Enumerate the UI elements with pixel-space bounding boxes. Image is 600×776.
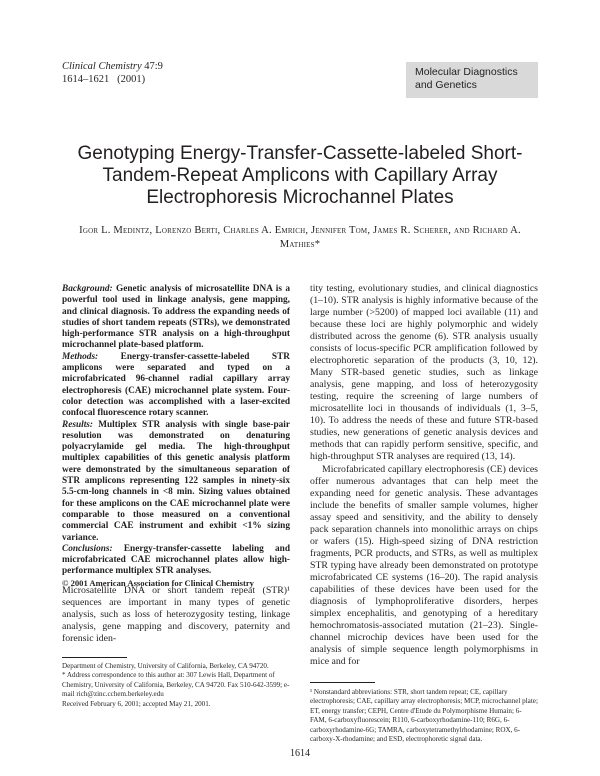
footnote-affiliations	[62, 662, 290, 709]
section-label: Molecular Diagnostics and Genetics	[415, 66, 518, 91]
received-footnote: Received February 6, 2001; accepted May 21, 2001.	[62, 699, 211, 708]
abstract	[62, 284, 290, 589]
section-label-box	[406, 62, 538, 98]
right-paragraph-1: tity testing, evolutionary studies, and clinical diagnostics (1–10). STR analysis is highly informative because of the large number (>5200) of mapped loci available (11) and because these loci are highly polymorphic and widely distributed across the genome (6). STR analysis usually consists of locus-specific PCR amplification followed by electrophoretic separation of the products (3, 10, 12). Many STR-based genetic studies, such as linkage analysis, gene mapping, and loss of heterozygosity testing, require the screening of large numbers of microsatellite loci in thousands of individuals (1, 3–5, 10). To address the needs of these and future STR-based studies, new generations of genetic analysis devices and methods that can rapidly perform sensitive, specific, and high-throughput STR analyses are required (13, 14).	[310, 283, 538, 462]
affiliation-footnote: Department of Chemistry, University of California, Berkeley, CA 94720.	[62, 662, 269, 670]
methods-text: Energy-transfer-cassette-labeled STR amplicons were separated and typed on a microfabricated 96-channel radial capillary array electrophoresis (CAE) microchannel plate system. Four-color detection was accomplished with a laser-excited confocal fluorescence rotary scanner.	[62, 351, 290, 419]
article-title: Genotyping Energy-Transfer-Cassette-labeled Short-Tandem-Repeat Amplicons with Capillary Array Electrophoresis Microchannel Plates	[77, 143, 523, 208]
results-label: Results:	[62, 419, 93, 430]
journal-name: Clinical Chemistry	[62, 61, 142, 72]
conclusions-text: Energy-transfer-cassette labeling and microfabricated CAE microchannel plates allow high-performance multiplex STR analyses.	[62, 543, 291, 577]
footnote-rule-left	[62, 657, 127, 658]
abstract-background	[62, 284, 290, 352]
conclusions-label: Conclusions:	[62, 543, 113, 554]
abbreviations-footnote: ¹ Nonstandard abbreviations: STR, short tandem repeat; CE, capillary electrophoresis; CAE, capillary array electrophoresis; MCP, microchannel plate; ET, energy transfer; CEPH, Centre d'Etude du Polymorphisme Humain; 6-FAM, 6-carboxyfluorescein; R110, 6-carboxyrhodamine-110; R6G, 6-carboxyrhodamine-6G; TAMRA, carboxytetramethylrhodamine; ROX, 6-carboxy-X-rhodamine; and ESD, electrophoretic signal data.	[310, 688, 538, 744]
copyright-line: © 2001 American Association for Clinical Chemistry	[62, 577, 254, 588]
background-text: Genetic analysis of microsatellite DNA is a powerful tool used in linkage analysis, gene mapping, and clinical diagnosis. To address the expanding needs of studies of short tandem repeats (STRs), we demonstrated high-performance STR analysis on a high-throughput microchannel plate-based platform.	[62, 284, 291, 351]
introduction-right-column	[310, 283, 538, 668]
background-label: Background:	[62, 284, 113, 294]
abstract-results	[62, 420, 290, 544]
footnote-rule-right	[310, 682, 375, 683]
page-number: 1614	[290, 748, 310, 759]
introduction-left-column	[62, 585, 290, 645]
correspondence-footnote: * Address correspondence to this author at: 307 Lewis Hall, Department of Chemistry, University of California, Berkeley, CA 94720. Fax 510-642-3599; e-mail rich@zinc.cchem.berkeley.edu	[62, 671, 290, 699]
abstract-methods	[62, 352, 290, 420]
volume-issue: 47:9	[144, 61, 163, 72]
footnote-abbreviations	[310, 688, 538, 744]
right-paragraph-2: Microfabricated capillary electrophoresis (CE) devices offer numerous advantages that can help meet the expanding need for genetic analysis. These advantages include the benefits of smaller sample volumes, higher assay speed and sensitivity, and the ability to densely pack separation channels into monolithic arrays on chips or wafers (15). High-speed sizing of DNA restriction fragments, PCR products, and STRs, as well as multiplex STR typing have already been demonstrated on prototype microfabricated CE systems (16–20). The rapid analysis capabilities of these devices have been used for the diagnosis of lymphoproliferative disorders, herpes simplex encephalitis, and genotyping of a hereditary hemochromatosis-associated mutation (21–23). Single-channel microchip devices have been used for the analysis of simple sequence length polymorphisms in mice and for	[310, 464, 538, 667]
pages-year: 1614–1621 (2001)	[62, 74, 146, 85]
results-text: Multiplex STR analysis with single base-pair resolution was demonstrated on denaturing polyacrylamide gel media. The high-throughput multiplex capabilities of this genetic analysis platform were demonstrated by the simultaneous separation of STR amplicons representing 122 samples in ninety-six 5.5-cm-long channels in <8 min. Sizing values obtained for these amplicons on the CAE microchannel plate were comparable to those measured on a conventional commercial CAE instrument and exhibit <1% sizing variance.	[62, 419, 290, 543]
author-list: Igor L. Medintz, Lorenzo Berti, Charles A. Emrich, Jennifer Tom, James R. Scherer, and Richard A. Mathies*	[79, 225, 521, 250]
journal-citation	[62, 60, 163, 86]
abstract-conclusions	[62, 544, 290, 578]
intro-paragraph: Microsatellite DNA or short tandem repeat (STR)¹ sequences are important in many types of genetic analysis, such as loss of heterozygosity testing, linkage analysis, gene mapping and discovery, paternity and forensic iden-	[62, 585, 290, 644]
methods-label: Methods:	[62, 351, 99, 362]
